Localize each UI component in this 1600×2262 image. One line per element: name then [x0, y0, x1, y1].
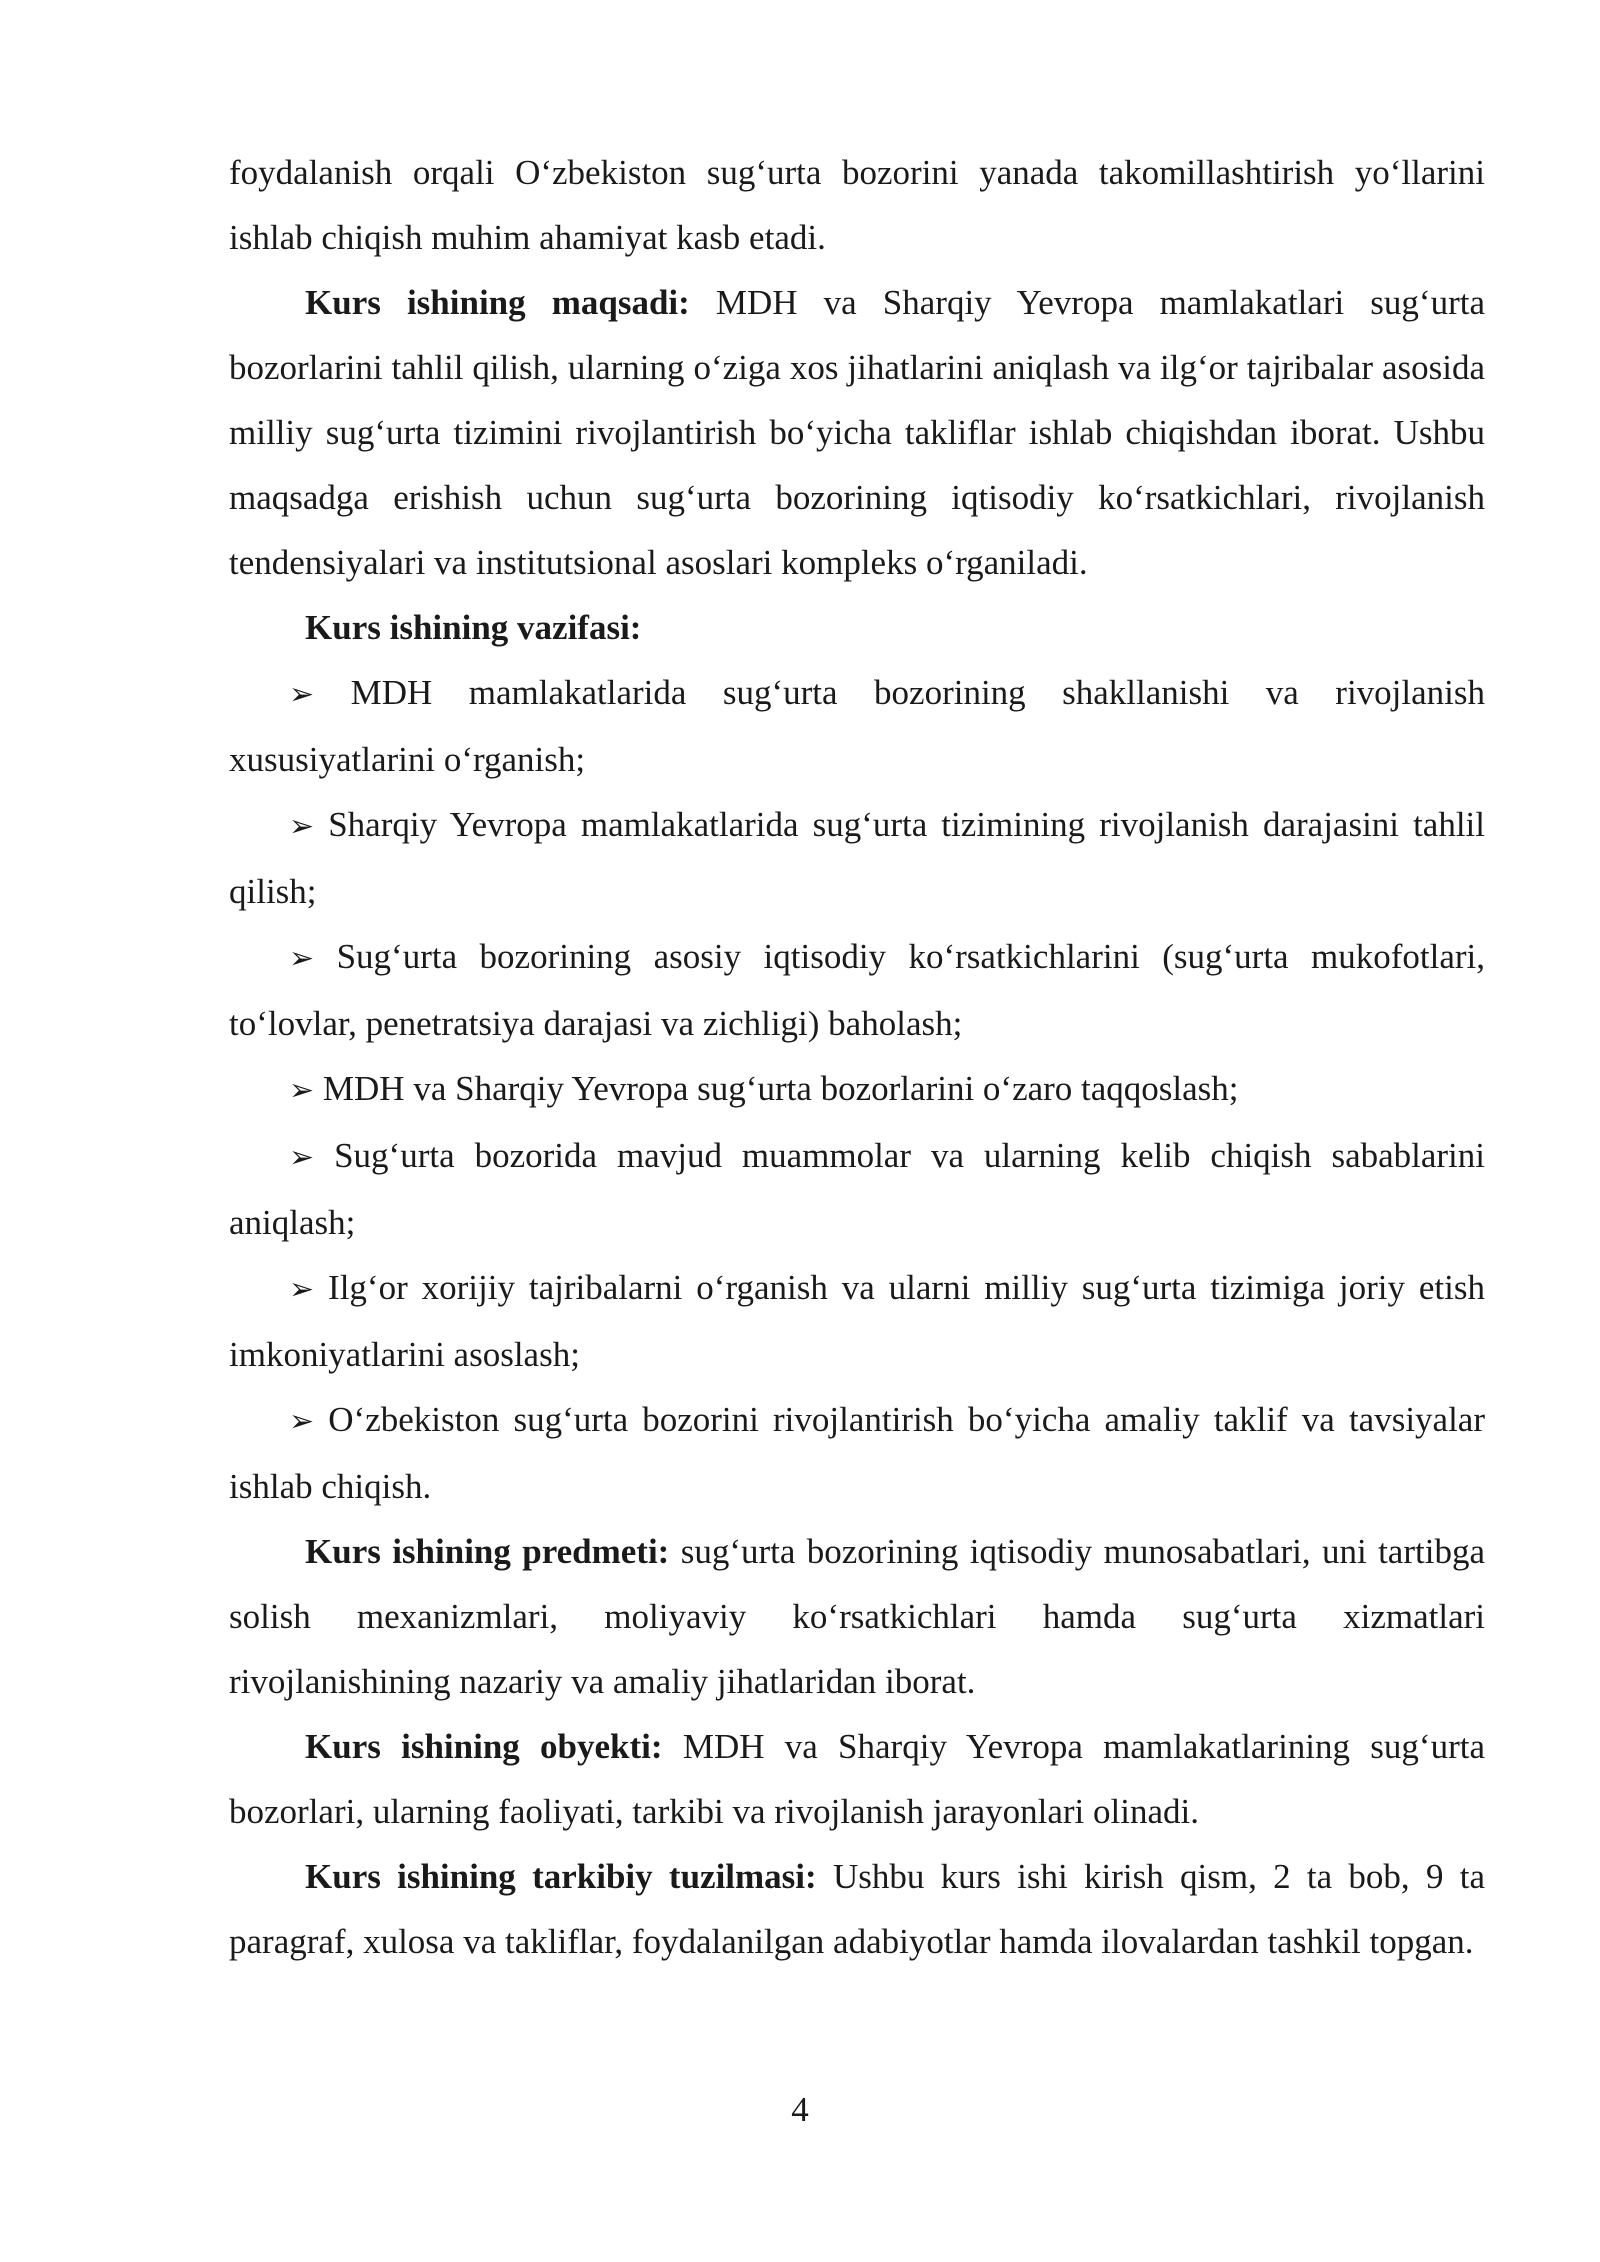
task-text: MDH mamlakatlarida sug‘urta bozorining shakllanishi va rivojlanish xususiyatlarini o‘rganish; [229, 673, 1486, 779]
subject-paragraph [229, 1519, 1485, 1714]
page-number: 4 [791, 2090, 809, 2129]
task-item-3 [229, 924, 1485, 1056]
task-text: Sug‘urta bozorining asosiy iqtisodiy ko‘rsatkichlarini (sug‘urta mukofotlari, to‘lovlar, penetratsiya darajasi va zichligi) baholash; [229, 937, 1486, 1043]
arrow-bullet-icon: ➢ [289, 1404, 315, 1439]
arrow-bullet-icon: ➢ [289, 809, 315, 844]
task-item-2 [229, 792, 1485, 924]
object-paragraph [229, 1714, 1485, 1844]
task-item-1 [229, 660, 1485, 792]
object-text: MDH va Sharqiy Yevropa mamlakatlarining sug‘urta bozorlari, ularning faoliyati, tarkibi va rivojlanish jarayonlari olinadi. [229, 1727, 1485, 1831]
task-item-4 [229, 1056, 1485, 1123]
task-item-5 [229, 1123, 1485, 1255]
goal-paragraph [229, 270, 1485, 595]
task-text: Sharqiy Yevropa mamlakatlarida sug‘urta tizimining rivojlanish darajasini tahlil qilish; [229, 805, 1485, 911]
task-text: MDH va Sharqiy Yevropa sug‘urta bozorlarini o‘zaro taqqoslash; [322, 1069, 1239, 1108]
object-label: Kurs ishining obyekti: [305, 1727, 663, 1766]
arrow-bullet-icon: ➢ [289, 1073, 315, 1108]
subject-label: Kurs ishining predmeti: [305, 1532, 670, 1571]
task-item-6 [229, 1255, 1485, 1387]
goal-text: MDH va Sharqiy Yevropa mamlakatlari sug‘urta bozorlarini tahlil qilish, ularning o‘ziga xos jihatlarini aniqlash va ilg‘or tajribalar asosida milliy sug‘urta tizimini rivojlantirish bo‘yicha takliflar ishlab chiqishdan iborat. Ushbu maqsadga erishish uchun sug‘urta bozorining iqtisodiy ko‘rsatkichlari, rivojlanish tendensiyalari va institutsional asoslari kompleks o‘rganiladi. [229, 283, 1485, 582]
subject-text: sug‘urta bozorining iqtisodiy munosabatlari, uni tartibga solish mexanizmlari, moliyaviy ko‘rsatkichlari hamda sug‘urta xizmatlari rivojlanishining nazariy va amaliy jihatlaridan iborat. [229, 1532, 1485, 1701]
task-text: O‘zbekiston sug‘urta bozorini rivojlantirish bo‘yicha amaliy taklif va tavsiyalar ishlab chiqish. [229, 1400, 1486, 1506]
task-item-7 [229, 1387, 1485, 1519]
structure-paragraph [229, 1844, 1485, 1974]
document-page [229, 140, 1485, 1974]
structure-label: Kurs ishining tarkibiy tuzilmasi: [305, 1857, 817, 1896]
task-text: Sug‘urta bozorida mavjud muammolar va ularning kelib chiqish sabablarini aniqlash; [229, 1136, 1486, 1242]
goal-label: Kurs ishining maqsadi: [305, 283, 690, 322]
arrow-bullet-icon: ➢ [289, 677, 315, 712]
arrow-bullet-icon: ➢ [289, 941, 315, 976]
task-text: Ilg‘or xorijiy tajribalarni o‘rganish va ularni milliy sug‘urta tizimiga joriy etish imkoniyatlarini asoslash; [229, 1268, 1486, 1374]
tasks-heading: Kurs ishining vazifasi: [305, 608, 642, 647]
intro-paragraph: foydalanish orqali O‘zbekiston sug‘urta bozorini yanada takomillashtirish yo‘llarini ishlab chiqish muhim ahamiyat kasb etadi. [229, 153, 1485, 257]
structure-text: Ushbu kurs ishi kirish qism, 2 ta bob, 9 ta paragraf, xulosa va takliflar, foydalanilgan adabiyotlar hamda ilovalardan tashkil topgan. [229, 1857, 1485, 1961]
arrow-bullet-icon: ➢ [289, 1140, 315, 1175]
arrow-bullet-icon: ➢ [289, 1272, 315, 1307]
